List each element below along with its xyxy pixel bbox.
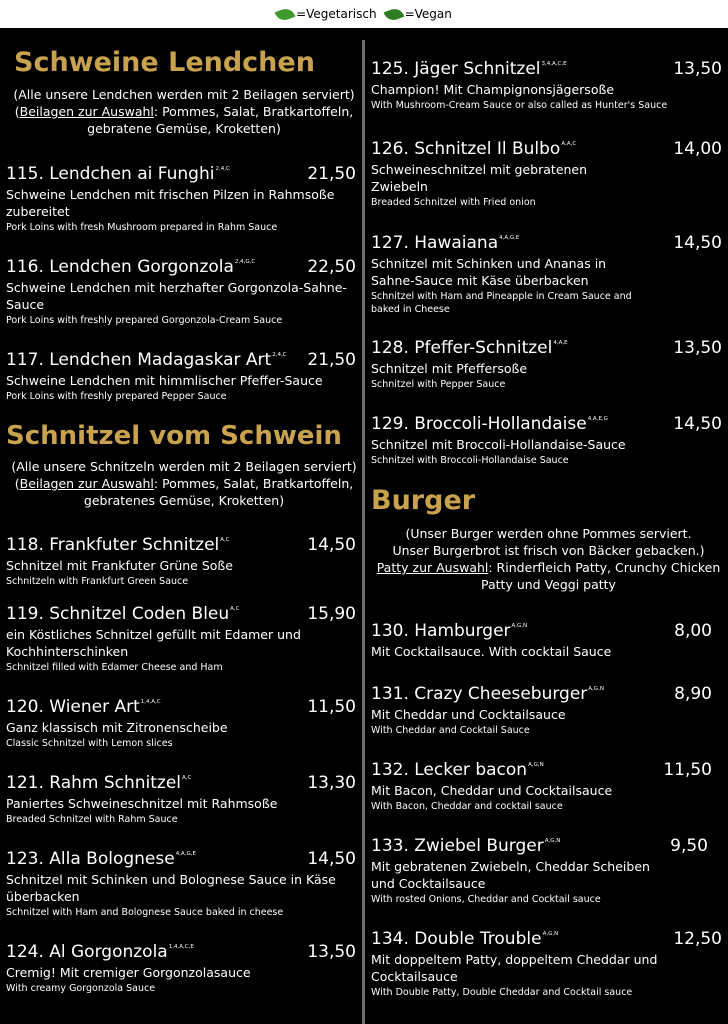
item-price: 14,50 bbox=[307, 849, 356, 869]
item-name: 133. Zwiebel Burger$^{A,G,N}$ bbox=[371, 836, 561, 856]
allergen-codes: 4,A,E,G bbox=[587, 416, 608, 422]
item-price: 14,50 bbox=[307, 535, 356, 555]
vegetarian-label: =Vegetarisch bbox=[296, 7, 377, 21]
menu-item bbox=[371, 924, 722, 999]
item-name: 132. Lecker bacon$^{A,G,N}$ bbox=[371, 760, 544, 780]
item-price: 11,50 bbox=[663, 760, 712, 780]
item-english: Schnitzel filled with Edamer Cheese and Ham bbox=[6, 662, 223, 673]
item-english: Breaded Schnitzel with Rahm Sauce bbox=[6, 814, 178, 825]
item-description: Schweine Lendchen mit herzhafter Gorgonzola-Sahne-Sauce bbox=[6, 280, 347, 312]
section-title-burger: Burger bbox=[371, 485, 476, 516]
section-title-schnitzel: Schnitzel vom Schwein bbox=[6, 421, 342, 451]
item-name: 129. Broccoli-Hollandaise$^{4,A,E,G}$ bbox=[371, 414, 608, 434]
item-price: 13,50 bbox=[307, 942, 356, 962]
left-column bbox=[0, 40, 362, 1024]
section-title-lendchen: Schweine Lendchen bbox=[14, 47, 315, 78]
note-text: : Pommes, Salat, Bratkartoffeln, bbox=[153, 104, 354, 119]
lendchen-note bbox=[10, 86, 358, 137]
menu-item bbox=[6, 159, 356, 234]
menu-item bbox=[371, 831, 722, 906]
note-line: (Beilagen zur Auswahl: Pommes, Salat, Bratkartoffeln, bbox=[14, 476, 354, 491]
item-description: Schweine Lendchen mit himmlischer Pfeffer-Sauce bbox=[6, 373, 323, 388]
item-price: 12,50 bbox=[673, 929, 722, 949]
burger-title-wrap bbox=[371, 486, 475, 516]
item-description: Schnitzel mit Schinken und Ananas in Sahne-Sauce mit Käse überbacken bbox=[371, 256, 607, 288]
leaf-icon bbox=[275, 6, 296, 22]
item-price: 21,50 bbox=[307, 350, 356, 370]
item-description: Mit doppeltem Patty, doppeltem Cheddar und Cocktailsauce bbox=[371, 952, 658, 984]
lendchen-title-wrap bbox=[14, 48, 315, 78]
item-price: 14,50 bbox=[673, 233, 722, 253]
item-price: 11,50 bbox=[307, 697, 356, 717]
note-line: gebratenes Gemüse, Kroketten) bbox=[83, 493, 285, 508]
allergen-codes: A,C bbox=[182, 775, 192, 781]
item-english: Pork Loins with fresh Mushroom prepared in Rahm Sauce bbox=[6, 222, 278, 233]
allergen-codes: 4,A,G,E bbox=[499, 235, 520, 241]
diet-legend bbox=[0, 0, 728, 28]
schnitzel-note bbox=[10, 458, 358, 509]
item-name: 128. Pfeffer-Schnitzel$^{4,A,E}$ bbox=[371, 338, 568, 358]
note-line bbox=[371, 559, 726, 576]
menu-item bbox=[6, 530, 356, 588]
vegan-legend bbox=[385, 7, 452, 21]
item-name: 126. Schnitzel Il Bulbo$^{A,A,C}$ bbox=[371, 139, 577, 159]
item-name: 118. Frankfuter Schnitzel$^{A,C}$ bbox=[6, 535, 230, 555]
burger-note bbox=[371, 525, 726, 593]
note-line: Patty und Veggi patty bbox=[481, 577, 616, 592]
leaf-icon bbox=[383, 6, 404, 22]
allergen-codes: 4,A,G,E bbox=[175, 851, 196, 857]
item-english: Schnitzel with Ham and Bolognese Sauce baked in cheese bbox=[6, 907, 284, 918]
note-line: (Alle unsere Schnitzeln werden mit 2 Beilagen serviert) bbox=[11, 459, 357, 474]
menu-item bbox=[371, 228, 722, 316]
menu-item bbox=[6, 937, 356, 995]
item-description: Paniertes Schweineschnitzel mit Rahmsoße bbox=[6, 796, 278, 811]
note-line: (Alle unsere Lendchen werden mit 2 Beilagen serviert) bbox=[13, 87, 355, 102]
item-english: Pork Loins with freshly prepared Gorgonzola-Cream Sauce bbox=[6, 315, 283, 326]
item-english: Pork Loins with freshly prepared Pepper Sauce bbox=[6, 391, 227, 402]
vegetarian-legend bbox=[276, 7, 377, 21]
item-price: 13,30 bbox=[307, 773, 356, 793]
item-price: 15,90 bbox=[307, 604, 356, 624]
item-name: 123. Alla Bolognese$^{4,A,G,E}$ bbox=[6, 849, 196, 869]
right-column bbox=[365, 40, 728, 1024]
allergen-codes: A,G,N bbox=[511, 623, 528, 629]
item-description: Mit Cheddar und Cocktailsauce bbox=[371, 707, 566, 722]
item-name: 116. Lendchen Gorgonzola$^{2,4,G,C}$ bbox=[6, 257, 256, 277]
note-choice: Beilagen zur Auswahl bbox=[19, 476, 154, 491]
vegan-label: =Vegan bbox=[404, 7, 452, 21]
menu-item bbox=[371, 54, 722, 112]
item-price: 13,50 bbox=[673, 59, 722, 79]
item-description: Schnitzel mit Broccoli-Hollandaise-Sauce bbox=[371, 437, 626, 452]
note-text: : Pommes, Salat, Bratkartoffeln, bbox=[153, 476, 354, 491]
item-description: Schweine Lendchen mit frischen Pilzen in Rahmsoße zubereitet bbox=[6, 187, 335, 219]
item-english: Schnitzel with Pepper Sauce bbox=[371, 379, 506, 390]
item-description: Ganz klassisch mit Zitronenscheibe bbox=[6, 720, 228, 735]
item-english: Schnitzeln with Frankfurt Green Sauce bbox=[6, 576, 189, 587]
note-line: Unser Burgerbrot ist frisch von Bäcker gebacken.) bbox=[392, 543, 705, 558]
item-english: With Cheddar and Cocktail Sauce bbox=[371, 725, 530, 736]
item-name: 120. Wiener Art$^{1,4,A,C}$ bbox=[6, 697, 161, 717]
menu-item bbox=[371, 134, 722, 209]
item-description: Mit Cocktailsauce. With cocktail Sauce bbox=[371, 644, 612, 659]
item-name: 127. Hawaiana$^{4,A,G,E}$ bbox=[371, 233, 520, 253]
item-name: 115. Lendchen ai Funghi$^{2,4,C}$ bbox=[6, 164, 230, 184]
item-name: 124. Al Gorgonzola$^{1,4,A,C,E}$ bbox=[6, 942, 194, 962]
item-name: 117. Lendchen Madagaskar Art$^{2,4,C}$ bbox=[6, 350, 287, 370]
item-english: Schnitzel with Ham and Pineapple in Cream Sauce and baked in Cheese bbox=[371, 291, 632, 315]
allergen-codes: 3,4,A,C,E bbox=[541, 61, 567, 67]
item-english: Breaded Schnitzel with Fried onion bbox=[371, 197, 536, 208]
item-english: Schnitzel with Broccoli-Hollandaise Sauce bbox=[371, 455, 569, 466]
menu-item bbox=[6, 844, 356, 919]
item-price: 22,50 bbox=[307, 257, 356, 277]
note-choice: Patty zur Auswahl bbox=[376, 560, 489, 575]
allergen-codes: A,G,N bbox=[544, 838, 561, 844]
item-price: 21,50 bbox=[307, 164, 356, 184]
item-english: Classic Schnitzel with Lemon slices bbox=[6, 738, 173, 749]
menu-item bbox=[6, 252, 356, 327]
menu-item bbox=[6, 345, 356, 403]
allergen-codes: 2,4,C bbox=[215, 166, 230, 172]
item-name: 131. Crazy Cheeseburger$^{A,G,N}$ bbox=[371, 684, 604, 704]
item-english: With Mushroom-Cream Sauce or also called as Hunter's Sauce bbox=[371, 100, 668, 111]
item-description: Mit Bacon, Cheddar und Cocktailsauce bbox=[371, 783, 613, 798]
allergen-codes: A,G,N bbox=[588, 686, 604, 692]
allergen-codes: 2,4,G,C bbox=[234, 259, 256, 265]
item-price: 14,00 bbox=[673, 139, 722, 159]
item-price: 13,50 bbox=[673, 338, 722, 358]
allergen-codes: A,C bbox=[230, 606, 240, 612]
item-description: Schnitzel mit Schinken und Bolognese Sauce in Käse überbacken bbox=[6, 872, 336, 904]
allergen-codes: 2,4,C bbox=[272, 352, 287, 358]
allergen-codes: 1,4,A,C,E bbox=[168, 944, 194, 950]
item-name: 121. Rahm Schnitzel$^{A,C}$ bbox=[6, 773, 192, 793]
schnitzel-title-wrap bbox=[6, 422, 342, 451]
menu-item bbox=[371, 333, 722, 391]
allergen-codes: 1,4,A,C bbox=[140, 699, 161, 705]
item-description: Schweineschnitzel mit gebratenen Zwiebeln bbox=[371, 162, 588, 194]
item-price: 8,00 bbox=[674, 621, 712, 641]
menu-item bbox=[371, 616, 722, 660]
item-price: 8,90 bbox=[674, 684, 712, 704]
item-description: Champion! Mit Champignonsjägersoße bbox=[371, 82, 615, 97]
item-name: 125. Jäger Schnitzel$^{3,4,A,C,E}$ bbox=[371, 59, 567, 79]
item-price: 14,50 bbox=[673, 414, 722, 434]
note-line: gebratene Gemüse, Kroketten) bbox=[87, 121, 281, 136]
note-text: : Rinderfleich Patty, Crunchy Chicken bbox=[488, 560, 721, 575]
item-price: 9,50 bbox=[670, 836, 708, 856]
item-name: 119. Schnitzel Coden Bleu$^{A,C}$ bbox=[6, 604, 240, 624]
note-choice: Beilagen zur Auswahl bbox=[19, 104, 154, 119]
allergen-codes: A,G,N bbox=[528, 762, 544, 768]
allergen-codes: A,C bbox=[220, 537, 230, 543]
item-description: Mit gebratenen Zwiebeln, Cheddar Scheiben und Cocktailsauce bbox=[371, 859, 650, 891]
item-description: Schnitzel mit Frankfuter Grüne Soße bbox=[6, 558, 233, 573]
item-english: With Bacon, Cheddar and cocktail sauce bbox=[371, 801, 563, 812]
note-line: (Beilagen zur Auswahl: Pommes, Salat, Bratkartoffeln, bbox=[14, 104, 354, 119]
item-english: With creamy Gorgonzola Sauce bbox=[6, 983, 156, 994]
item-description: Schnitzel mit Pfeffersoße bbox=[371, 361, 528, 376]
menu-item bbox=[6, 599, 356, 674]
menu-item bbox=[6, 692, 356, 750]
item-english: With Double Patty, Double Cheddar and Cocktail sauce bbox=[371, 987, 633, 998]
item-description: ein Köstliches Schnitzel gefüllt mit Edamer und Kochhinterschinken bbox=[6, 627, 301, 659]
item-description: Cremig! Mit cremiger Gorgonzolasauce bbox=[6, 965, 251, 980]
menu-item bbox=[371, 409, 722, 467]
menu-item bbox=[371, 679, 722, 737]
note-line: (Unser Burger werden ohne Pommes serviert. bbox=[405, 526, 692, 541]
item-name: 134. Double Trouble$^{A,G,N}$ bbox=[371, 929, 559, 949]
item-name: 130. Hamburger$^{A,G,N}$ bbox=[371, 621, 528, 641]
menu-item bbox=[6, 768, 356, 826]
item-english: With rosted Onions, Cheddar and Cocktail sauce bbox=[371, 894, 601, 905]
allergen-codes: A,G,N bbox=[542, 931, 559, 937]
menu-item bbox=[371, 755, 722, 813]
allergen-codes: 4,A,E bbox=[553, 340, 568, 346]
allergen-codes: A,A,C bbox=[561, 141, 577, 147]
